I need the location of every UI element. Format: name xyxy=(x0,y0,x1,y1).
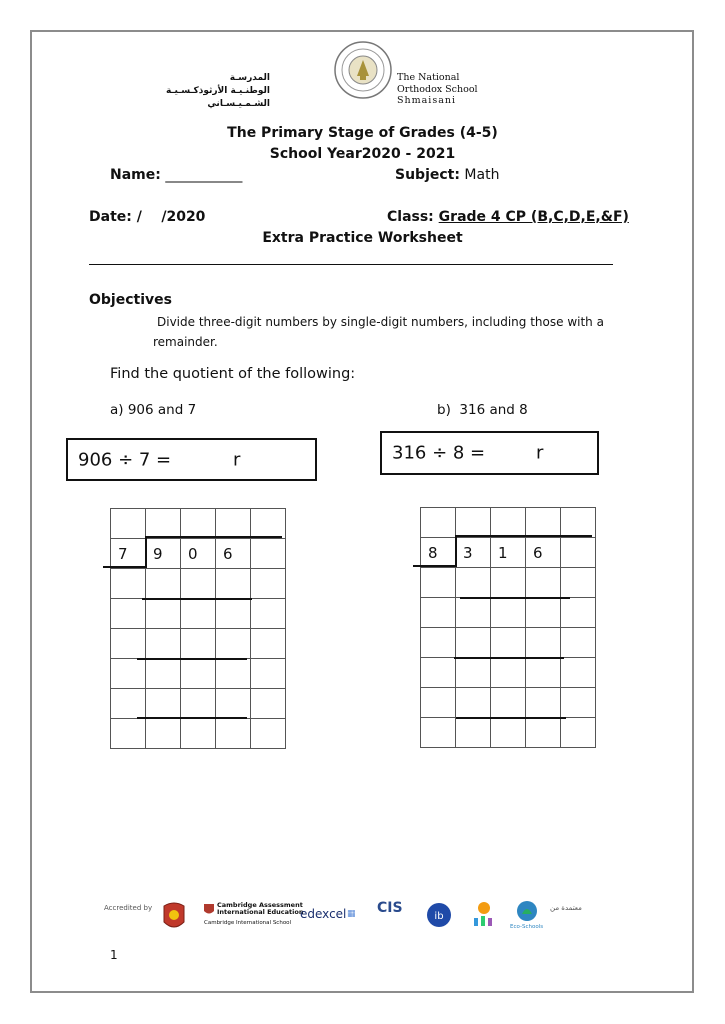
grid-cell[interactable] xyxy=(526,688,561,718)
school-name-en-line1: The National xyxy=(397,72,460,83)
grid-cell[interactable] xyxy=(561,628,596,658)
grid-cell[interactable] xyxy=(181,509,216,539)
subtraction-line-a-3 xyxy=(137,717,247,719)
cambridge-line1: Cambridge Assessment xyxy=(217,901,303,909)
grid-cell[interactable] xyxy=(251,629,286,659)
grid-cell[interactable] xyxy=(421,688,456,718)
grid-cell[interactable] xyxy=(456,628,491,658)
grid-cell[interactable] xyxy=(456,688,491,718)
problem-b-label: b) 316 and 8 xyxy=(437,402,528,418)
grid-cell[interactable] xyxy=(491,628,526,658)
grid-cell[interactable] xyxy=(111,629,146,659)
date-label: Date: xyxy=(89,209,132,225)
dividend-cell xyxy=(456,538,491,568)
school-name-ar-line1: المدرسـة xyxy=(229,73,270,83)
grid-cell[interactable] xyxy=(526,568,561,598)
title-line2: School Year2020 - 2021 xyxy=(269,146,456,162)
division-bracket-bottom-a xyxy=(103,566,147,568)
grid-cell[interactable] xyxy=(146,689,181,719)
grid-cell[interactable] xyxy=(216,659,251,689)
grid-cell[interactable] xyxy=(526,718,561,748)
grid-cell[interactable] xyxy=(421,628,456,658)
subtraction-line-b-3 xyxy=(456,717,566,719)
subtraction-line-b-1 xyxy=(460,597,570,599)
grid-cell[interactable] xyxy=(181,659,216,689)
school-name-ar-line2: الوطنـيـة الأرثوذكـسـيـة xyxy=(165,86,270,96)
grid-cell[interactable] xyxy=(491,658,526,688)
dividend-digit: 3 xyxy=(463,543,473,562)
answer-box-b[interactable] xyxy=(380,431,599,475)
ib-logo-icon xyxy=(426,902,452,928)
grid-cell[interactable] xyxy=(216,629,251,659)
grid-cell[interactable] xyxy=(561,538,596,568)
grid-cell[interactable] xyxy=(491,718,526,748)
grid-cell[interactable] xyxy=(421,598,456,628)
dividend-cell xyxy=(526,538,561,568)
subject-value: Math xyxy=(464,167,500,183)
name-label: Name: xyxy=(110,167,161,183)
grid-cell[interactable] xyxy=(421,508,456,538)
division-bracket-side-b xyxy=(455,535,457,567)
grid-cell[interactable] xyxy=(491,598,526,628)
division-bracket-top-b xyxy=(456,535,592,537)
divisor-b: 8 xyxy=(428,543,438,562)
grid-cell[interactable] xyxy=(146,659,181,689)
grid-cell[interactable] xyxy=(491,508,526,538)
dividend-digit: 6 xyxy=(533,543,543,562)
class-label: Class: xyxy=(387,209,434,225)
cambridge-logo xyxy=(217,902,303,916)
division-bracket-bottom-b xyxy=(413,565,457,567)
grid-cell[interactable] xyxy=(146,509,181,539)
grid-cell[interactable] xyxy=(526,628,561,658)
subject-label: Subject: xyxy=(395,167,460,183)
grid-cell[interactable] xyxy=(216,719,251,749)
long-division-grid-b xyxy=(420,507,596,748)
grid-cell[interactable] xyxy=(251,719,286,749)
grid-cell[interactable] xyxy=(111,509,146,539)
grid-cell[interactable] xyxy=(146,599,181,629)
equation-b: 316 ÷ 8 = xyxy=(392,442,486,464)
dividend-cell xyxy=(491,538,526,568)
grid-cell[interactable] xyxy=(111,689,146,719)
dividend-digit: 1 xyxy=(498,543,508,562)
subtraction-line-a-1 xyxy=(142,598,252,600)
grid-cell[interactable] xyxy=(561,688,596,718)
grid-cell[interactable] xyxy=(181,599,216,629)
subject-field xyxy=(395,167,499,183)
page-number: 1 xyxy=(110,948,118,962)
problem-a-label: a) 906 and 7 xyxy=(110,402,197,418)
grid-cell[interactable] xyxy=(146,719,181,749)
grid-cell[interactable] xyxy=(216,689,251,719)
edexcel-grid-icon: ▦ xyxy=(347,909,356,919)
subtraction-line-a-2 xyxy=(137,658,247,660)
grid-cell[interactable] xyxy=(216,599,251,629)
class-value: Grade 4 CP (B,C,D,E,&F) xyxy=(438,209,629,225)
grid-cell[interactable] xyxy=(111,659,146,689)
grid-cell[interactable] xyxy=(456,718,491,748)
long-division-grid-a xyxy=(110,508,286,749)
grid-cell[interactable] xyxy=(216,509,251,539)
cambridge-shield-icon xyxy=(204,904,214,916)
grid-cell[interactable] xyxy=(251,509,286,539)
accredited-by-label: Accredited by xyxy=(104,904,153,912)
grid-cell[interactable] xyxy=(421,568,456,598)
class-field xyxy=(387,209,629,225)
grid-cell[interactable] xyxy=(526,598,561,628)
divisor-cell xyxy=(111,539,146,569)
cambridge-line3: Cambridge International School xyxy=(204,920,292,926)
school-name-english xyxy=(397,72,517,107)
objectives-body: Divide three-digit numbers by single-digit numbers, including those with a remainder. xyxy=(153,315,604,349)
eco-schools-icon xyxy=(516,900,538,922)
school-name-arabic xyxy=(130,72,270,111)
name-blank: ___________ xyxy=(165,167,243,183)
grid-cell[interactable] xyxy=(251,599,286,629)
grid-cell[interactable] xyxy=(561,508,596,538)
grid-cell[interactable] xyxy=(111,569,146,599)
divisor-a: 7 xyxy=(118,544,128,563)
answer-box-a[interactable] xyxy=(66,438,317,481)
edexcel-logo: edexcel xyxy=(300,907,347,921)
division-bracket-side-a xyxy=(145,536,147,568)
date-field xyxy=(89,209,205,225)
school-name-ar-line3: الشـمـيـسـاني xyxy=(207,99,270,109)
school-name-en-line3: Shmaisani xyxy=(397,95,457,106)
equation-a: 906 ÷ 7 = xyxy=(78,449,172,470)
dividend-digit: 9 xyxy=(153,544,163,563)
eco-schools-label: Eco-Schools xyxy=(510,924,544,930)
subtraction-line-b-2 xyxy=(454,657,564,659)
accreditation-strip xyxy=(104,898,604,938)
jordan-emblem-icon xyxy=(160,900,188,934)
title-line1: The Primary Stage of Grades (4-5) xyxy=(227,125,498,141)
svg-text:ib: ib xyxy=(434,911,444,922)
date-value: / /2020 xyxy=(136,209,206,225)
grid-cell[interactable] xyxy=(526,658,561,688)
grid-cell[interactable] xyxy=(251,689,286,719)
grid-cell[interactable] xyxy=(111,719,146,749)
school-seal-icon xyxy=(333,40,393,100)
healthy-schools-icon xyxy=(470,898,498,932)
grid-cell[interactable] xyxy=(181,629,216,659)
grid-cell[interactable] xyxy=(456,568,491,598)
worksheet-title: Extra Practice Worksheet xyxy=(262,230,463,246)
grid-cell[interactable] xyxy=(526,508,561,538)
remainder-b-label: r xyxy=(536,442,544,464)
divisor-cell xyxy=(421,538,456,568)
grid-cell[interactable] xyxy=(421,718,456,748)
grid-cell[interactable] xyxy=(181,569,216,599)
grid-cell[interactable] xyxy=(251,659,286,689)
instruction-text: Find the quotient of the following: xyxy=(110,366,356,382)
grid-cell[interactable] xyxy=(561,598,596,628)
objectives-title: Objectives xyxy=(89,292,172,308)
grid-cell[interactable] xyxy=(561,568,596,598)
grid-cell[interactable] xyxy=(146,629,181,659)
grid-cell[interactable] xyxy=(491,568,526,598)
division-bracket-top-a xyxy=(146,536,282,538)
grid-cell[interactable] xyxy=(491,688,526,718)
grid-cell[interactable] xyxy=(561,718,596,748)
grid-cell[interactable] xyxy=(146,569,181,599)
dividend-cell xyxy=(181,539,216,569)
dividend-digit: 6 xyxy=(223,544,233,563)
grid-cell[interactable] xyxy=(421,658,456,688)
grid-cell[interactable] xyxy=(456,658,491,688)
accredited-by-arabic-label: معتمدة من xyxy=(550,904,582,912)
grid-cell[interactable] xyxy=(456,598,491,628)
grid-cell[interactable] xyxy=(561,658,596,688)
cambridge-line2: International Education xyxy=(217,908,304,916)
grid-cell[interactable] xyxy=(251,539,286,569)
grid-cell[interactable] xyxy=(111,599,146,629)
dividend-digit: 0 xyxy=(188,544,198,563)
grid-cell[interactable] xyxy=(216,569,251,599)
cis-logo: CIS xyxy=(377,900,403,916)
grid-cell[interactable] xyxy=(181,689,216,719)
school-name-en-line2: Orthodox School xyxy=(397,83,478,95)
grid-cell[interactable] xyxy=(181,719,216,749)
grid-cell[interactable] xyxy=(251,569,286,599)
remainder-a-label: r xyxy=(233,449,241,470)
name-field xyxy=(110,167,242,183)
grid-cell[interactable] xyxy=(456,508,491,538)
header-divider xyxy=(89,264,613,265)
dividend-cell xyxy=(146,539,181,569)
dividend-cell xyxy=(216,539,251,569)
